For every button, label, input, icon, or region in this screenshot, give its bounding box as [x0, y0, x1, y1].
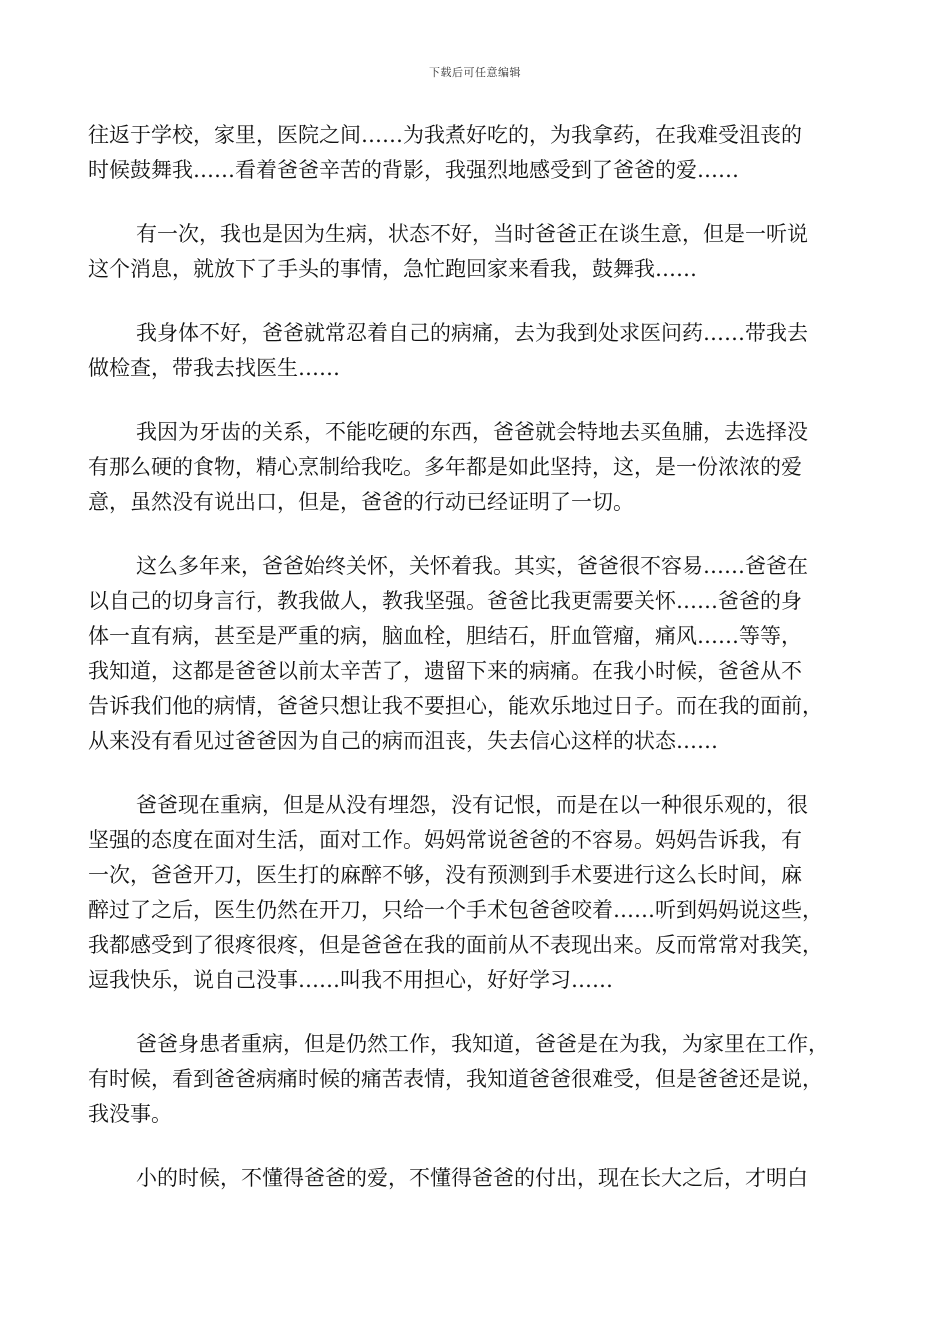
text-line: 从来没有看见过爸爸因为自己的病而沮丧，失去信心这样的状态…… — [88, 729, 718, 753]
document-body — [88, 118, 862, 1225]
text-line: 有时候，看到爸爸病痛时候的痛苦表情，我知道爸爸很难受，但是爸爸还是说， — [88, 1067, 823, 1091]
text-line: 这个消息，就放下了手头的事情，急忙跑回家来看我，鼓舞我…… — [88, 257, 697, 281]
text-line: 意，虽然没有说出口，但是，爸爸的行动已经证明了一切。 — [88, 490, 634, 514]
paragraph — [88, 217, 862, 287]
text-line: 告诉我们他的病情，爸爸只想让我不要担心，能欢乐地过日子。而在我的面前， — [88, 694, 823, 718]
paragraph — [88, 1161, 862, 1196]
paragraph — [88, 549, 862, 759]
text-line: 醉过了之后，医生仍然在开刀，只给一个手术包爸爸咬着……听到妈妈说这些， — [88, 898, 823, 922]
page-header: 下载后可任意编辑 — [429, 66, 521, 79]
text-line: 我因为牙齿的关系，不能吃硬的东西，爸爸就会特地去买鱼脯，去选择没 — [136, 420, 808, 444]
text-line: 这么多年来，爸爸始终关怀，关怀着我。其实，爸爸很不容易……爸爸在 — [136, 554, 808, 578]
paragraph — [88, 415, 862, 520]
text-line: 有那么硬的食物，精心烹制给我吃。多年都是如此坚持，这，是一份浓浓的爱 — [88, 455, 802, 479]
paragraph — [88, 1027, 862, 1132]
text-line: 爸爸身患者重病，但是仍然工作，我知道，爸爸是在为我，为家里在工作， — [136, 1032, 829, 1056]
text-line: 有一次，我也是因为生病，状态不好，当时爸爸正在谈生意，但是一听说 — [136, 222, 808, 246]
text-line: 以自己的切身言行，教我做人，教我坚强。爸爸比我更需要关怀……爸爸的身 — [88, 589, 802, 613]
paragraph — [88, 118, 862, 188]
text-line: 爸爸现在重病，但是从没有埋怨，没有记恨，而是在以一种很乐观的，很 — [136, 793, 808, 817]
text-line: 体一直有病，甚至是严重的病，脑血栓，胆结石，肝血管瘤，痛风……等等， — [88, 624, 802, 648]
text-line: 我都感受到了很疼很疼，但是爸爸在我的面前从不表现出来。反而常常对我笑， — [88, 933, 823, 957]
text-line: 坚强的态度在面对生活，面对工作。妈妈常说爸爸的不容易。妈妈告诉我，有 — [88, 828, 802, 852]
text-line: 逗我快乐，说自己没事……叫我不用担心，好好学习…… — [88, 968, 613, 992]
text-line: 时候鼓舞我……看着爸爸辛苦的背影，我强烈地感受到了爸爸的爱…… — [88, 158, 739, 182]
text-line: 一次，爸爸开刀，医生打的麻醉不够，没有预测到手术要进行这么长时间，麻 — [88, 863, 802, 887]
text-line: 我身体不好，爸爸就常忍着自己的病痛，去为我到处求医问药……带我去 — [136, 321, 808, 345]
text-line: 我没事。 — [88, 1102, 172, 1126]
paragraph — [88, 316, 862, 386]
text-line: 做检查，带我去找医生…… — [88, 356, 340, 380]
text-line: 往返于学校，家里，医院之间……为我煮好吃的，为我拿药，在我难受沮丧的 — [88, 123, 802, 147]
paragraph — [88, 788, 862, 998]
text-line: 小的时候，不懂得爸爸的爱，不懂得爸爸的付出，现在长大之后，才明白 — [136, 1166, 808, 1190]
text-line: 我知道，这都是爸爸以前太辛苦了，遗留下来的病痛。在我小时候，爸爸从不 — [88, 659, 802, 683]
